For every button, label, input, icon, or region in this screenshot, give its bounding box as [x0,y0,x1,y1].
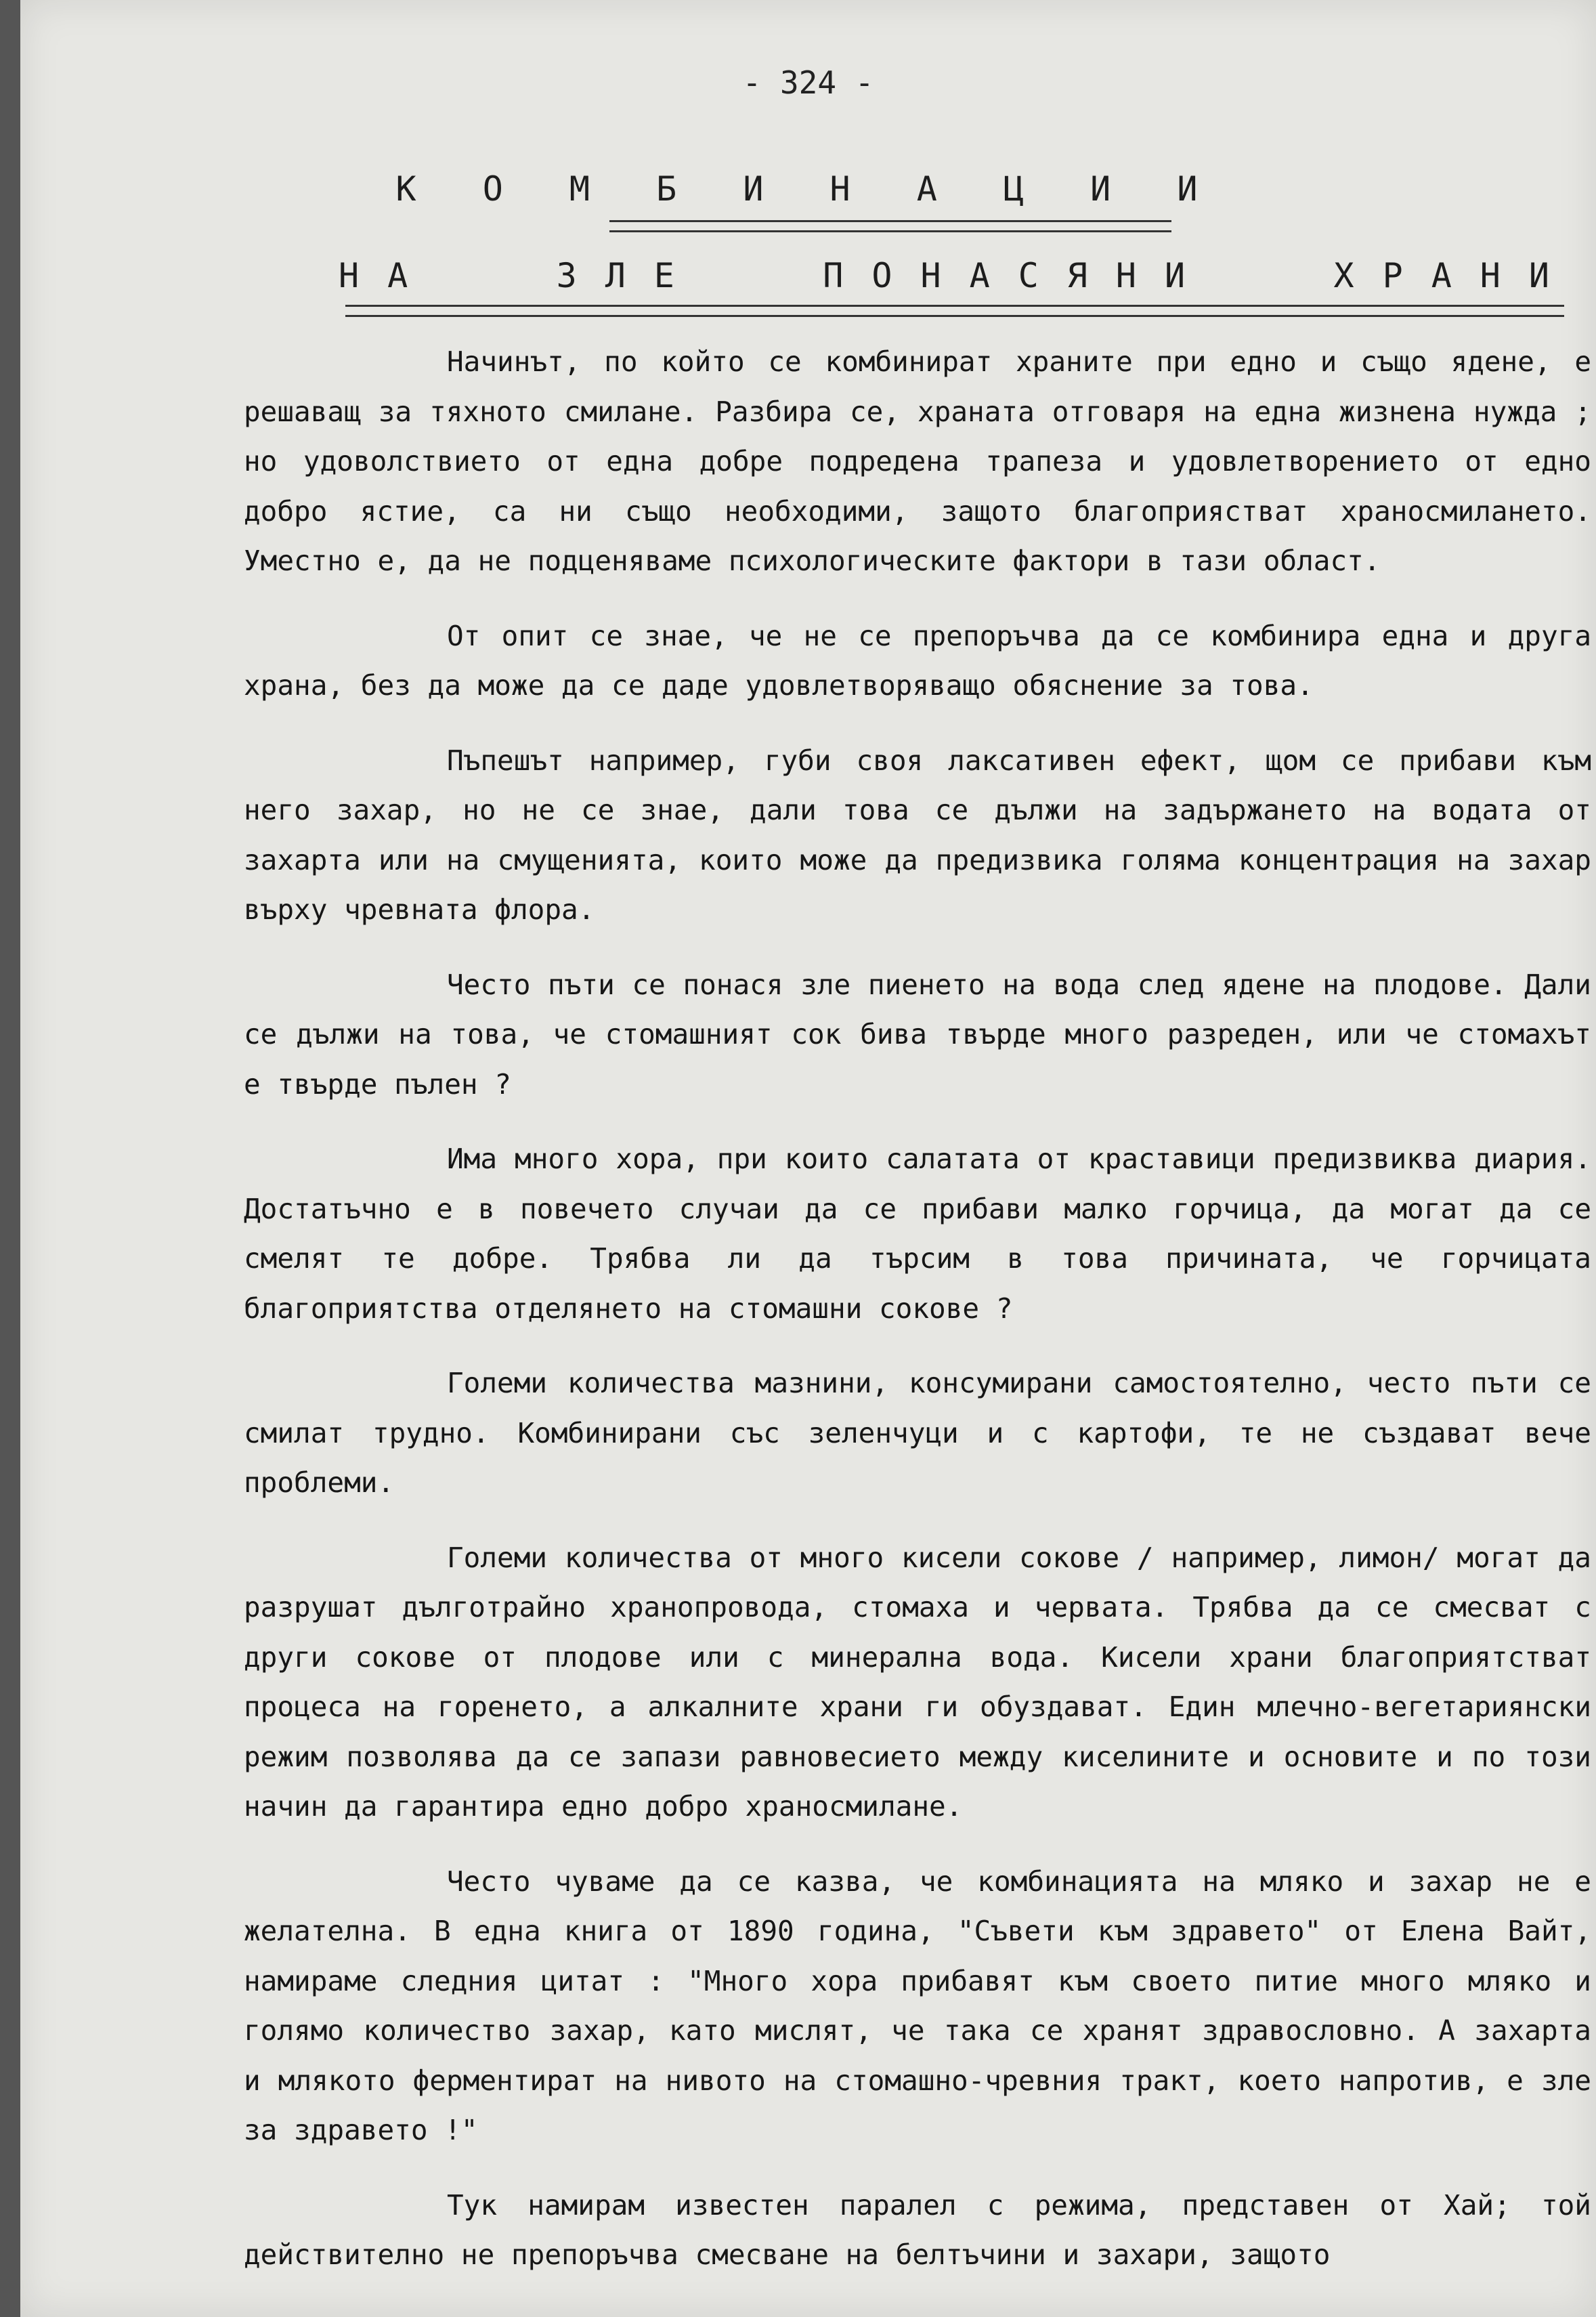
chapter-title-line-1: К О М Б И Н А Ц И И [395,169,1221,209]
chapter-title-line-2 [339,256,1578,295]
paragraph: Тук намирам известен паралел с режима, представен от Хай; той действително не препоръчва смесване на белтъчини и захари, защото [244,2188,1591,2271]
paragraph: От опит се знае, че не се препоръчва да се комбинира една и друга храна, без да може да се даде удовлетворяващо обяснение за това. [244,619,1591,702]
paragraph: Често пъти се понася зле пиенето на вода след ядене на плодове. Дали се дължи на това, че стомашният сок бива твърде много разреден, или че стомахът е твърде пълен ? [244,968,1591,1101]
body-text [244,337,1591,2280]
page-number: - 324 - [742,64,874,101]
title-word: ПОНАСЯНИ [823,256,1214,295]
title-word: ЗЛЕ [556,256,703,295]
title-word: НА [339,256,437,295]
document-page [20,0,1596,2317]
paragraph: Има много хора, при които салатата от краставици предизвиква диария. Достатъчно е в повечето случаи да се прибави малко горчица, да могат да се смелят те добре. Трябва ли да търсим в това причината, че горчицата благоприятства отделянето на стомашни сокове ? [244,1143,1591,1325]
paragraph: Големи количества от много кисели сокове / например, лимон/ могат да разрушат дълготрайно хранопровода, стомаха и червата. Трябва да се смесват с други сокове от плодове или с минерална вода. Кисели храни благоприятстват процеса на горенето, а алкалните храни ги обуздават. Един млечно-вегетариянски режим позволява да се запази равновесието между киселините и основите и по този начин да гарантира едно добро храносмилане. [244,1541,1591,1823]
paragraph: Големи количества мазнини, консумирани самостоятелно, често пъти се смилат трудно. Комбинирани със зеленчуци и с картофи, те не създават вече проблеми. [244,1367,1591,1499]
paragraph: Пъпешът например, губи своя лаксативен ефект, щом се прибави към него захар, но не се знае, дали това се дължи на задържането на водата от захарта или на смущенията, които може да предизвика голяма концентрация на захар върху чревната флора. [244,744,1591,926]
paragraph: Начинът, по който се комбинират храните при едно и също ядене, е решаващ за тяхното смилане. Разбира се, храната отговаря на една жизнена нужда ; но удоволствието от една добре подредена трапеза и удовлетворението от едно добро ястие, са ни също необходими, защото благоприястват храносмилането. Уместно е, да не подценяваме психологическите фактори в тази област. [244,345,1591,577]
title-word: ХРАНИ [1333,256,1578,295]
scan-binding-edge [0,0,20,2317]
title-underline-1 [609,220,1171,232]
paragraph: Често чуваме да се казва, че комбинацията на мляко и захар не е желателна. В една книга от 1890 година, "Съвети към здравето" от Елена Вайт, намираме следния цитат : "Много хора прибавят към своето питие много мляко и голямо количество захар, като мислят, че така се хранят здравословно. А захарта и млякото ферментират на нивото на стомашно-чревния тракт, което напротив, е зле за здравето !" [244,1865,1591,2146]
title-underline-2 [345,305,1564,317]
